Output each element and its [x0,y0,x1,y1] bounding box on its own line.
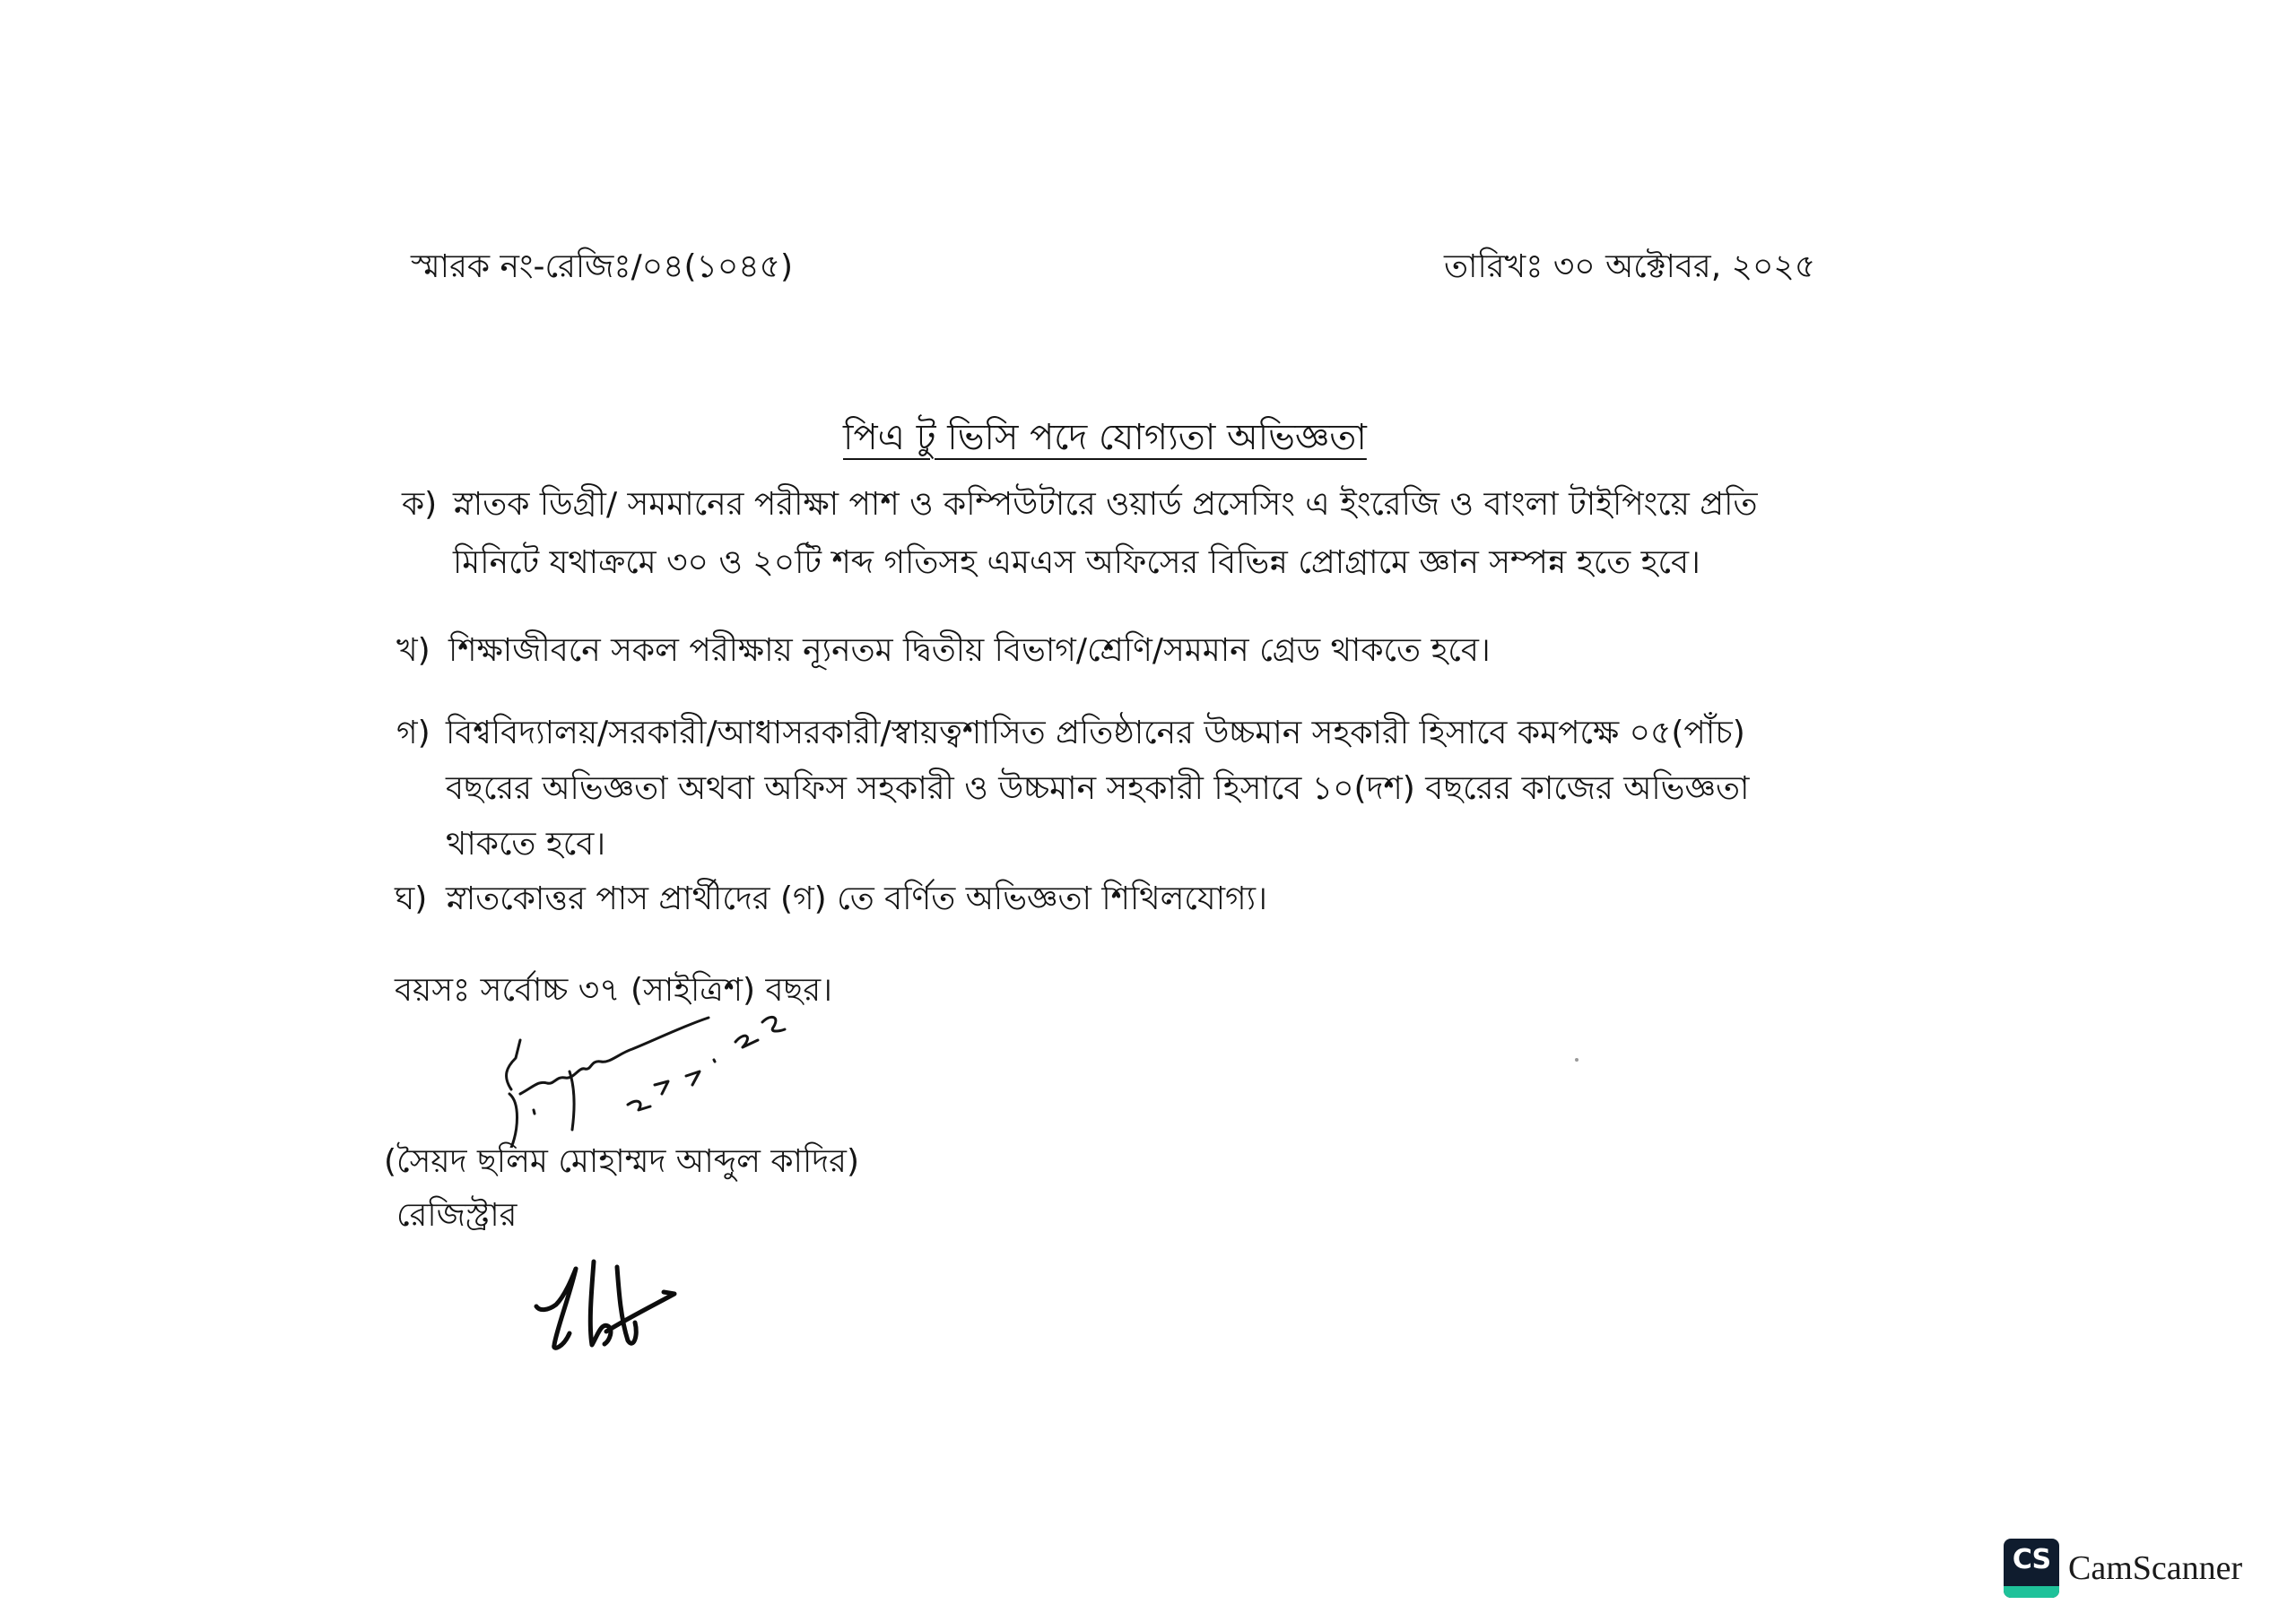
camscanner-brand-name: CamScanner [2068,1549,2243,1587]
item-kha-line-1: শিক্ষাজীবনে সকল পরীক্ষায় ন্যূনতম দ্বিতীয় বিভাগ/শ্রেণি/সমমান গ্রেড থাকতে হবে। [448,632,1491,669]
item-label-ga: গ) [396,715,430,751]
scan-speck [1575,1058,1578,1062]
item-ga-line-1: বিশ্ববিদ্যালয়/সরকারী/আধাসরকারী/স্বায়ত্বশাসিত প্রতিষ্ঠানের উচ্চমান সহকারী হিসাবে কমপক্ষে ০৫(পাঁচ) [446,715,1745,751]
item-ka-line-2: মিনিটে যথাক্রমে ৩০ ও ২০টি শব্দ গতিসহ এমএস অফিসের বিভিন্ন প্রোগ্রামে জ্ঞান সম্পন্ন হতে হবে। [453,544,1700,581]
camscanner-logo-icon [2004,1539,2059,1598]
registrar-signature [484,1004,807,1148]
initial-signature [520,1251,682,1358]
item-label-gha: ঘ) [395,880,428,917]
document-title: পিএ টু ভিসি পদে যোগ্যতা অভিজ্ঞতা [843,417,1367,458]
memo-date: তারিখঃ ৩০ অক্টোবর, ২০২৫ [1444,248,1816,285]
camscanner-logo-text: CS [2012,1544,2051,1575]
item-label-kha: খ) [396,632,430,669]
memo-number: স্মারক নং-রেজিঃ/০৪(১০৪৫) [411,248,794,285]
item-ga-line-3: থাকতে হবে। [446,826,606,863]
signatory-designation: রেজিস্ট্রার [396,1197,517,1234]
item-label-ka: ক) [402,486,438,523]
age-limit: বয়সঃ সর্বোচ্চ ৩৭ (সাইত্রিশ) বছর। [395,972,833,1009]
camscanner-logo-accent-bar [2004,1586,2059,1598]
item-ga-line-2: বছরের অভিজ্ঞতা অথবা অফিস সহকারী ও উচ্চমান সহকারী হিসাবে ১০(দশ) বছরের কাজের অভিজ্ঞতা [446,770,1750,807]
signatory-name: (সৈয়দ ছলিম মোহাম্মদ আব্দুল কাদির) [384,1143,860,1180]
camscanner-watermark [2004,1539,2242,1598]
item-gha-line-1: স্নাতকোত্তর পাস প্রার্থীদের (গ) তে বর্ণিত অভিজ্ঞতা শিথিলযোগ্য। [446,880,1267,917]
item-ka-line-1: স্নাতক ডিগ্রী/ সমমানের পরীক্ষা পাশ ও কম্পিউটারে ওয়ার্ড প্রসেসিং এ ইংরেজি ও বাংলা টাইপিংয়ে প্রতি [453,486,1758,523]
